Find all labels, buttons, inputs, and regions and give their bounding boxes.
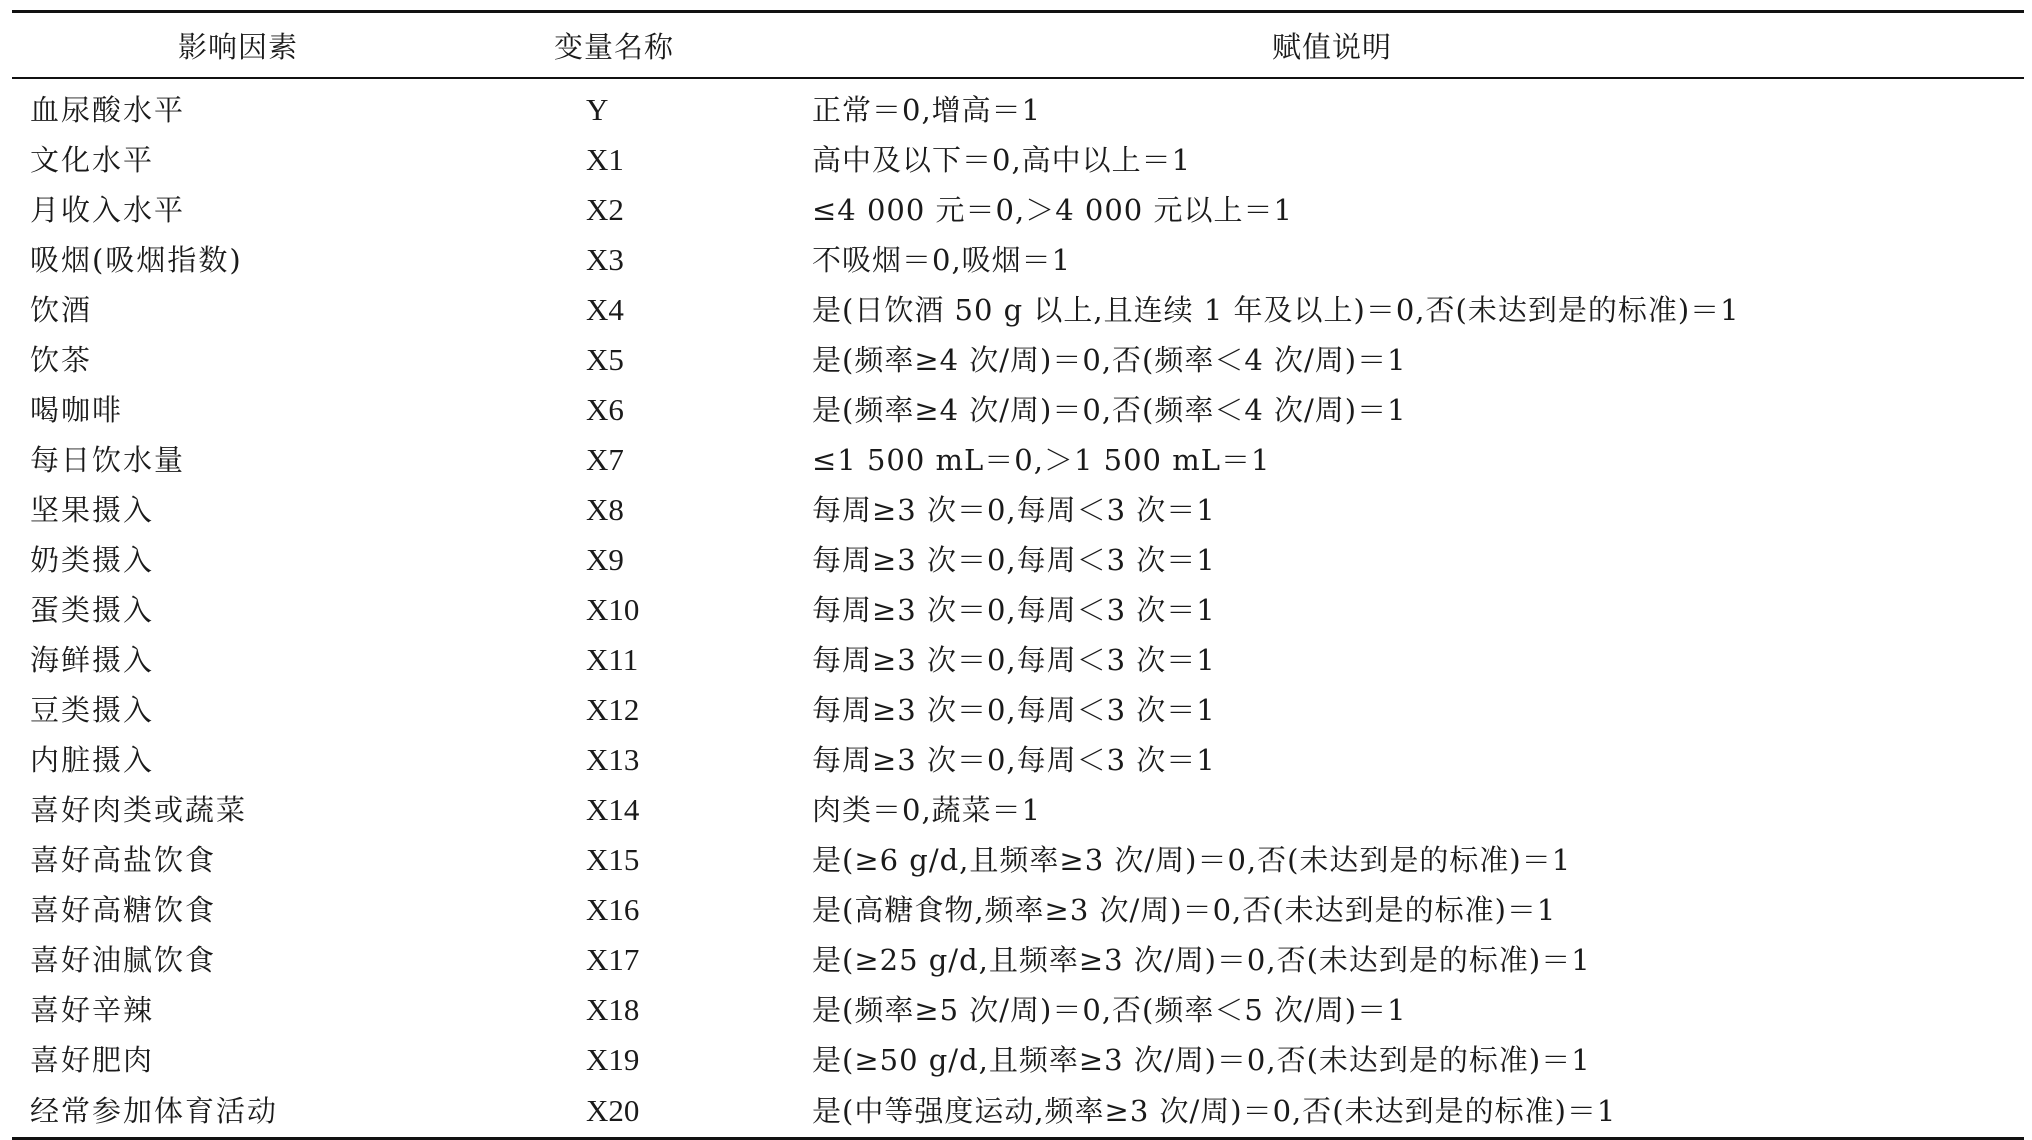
cell-factor: 文化水平 <box>30 143 155 177</box>
cell-variable: X19 <box>586 1042 640 1077</box>
cell-variable: X5 <box>586 342 624 377</box>
cell-factor: 喜好肉类或蔬菜 <box>30 793 248 827</box>
cell-variable: X10 <box>586 592 640 627</box>
cell-factor: 喜好高盐饮食 <box>30 843 217 877</box>
cell-variable: X20 <box>474 1085 762 1139</box>
cell-factor: 血尿酸水平 <box>30 93 186 127</box>
cell-factor: 月收入水平 <box>30 193 186 227</box>
cell-factor: 每日饮水量 <box>30 443 186 477</box>
table-row <box>12 1035 2024 1085</box>
table-row <box>12 735 2024 785</box>
table-row <box>12 435 2024 485</box>
cell-assignment: 每周≥3 次＝0,每周＜3 次＝1 <box>812 493 1216 527</box>
cell-assignment: 每周≥3 次＝0,每周＜3 次＝1 <box>812 743 1216 777</box>
cell-assignment: 每周≥3 次＝0,每周＜3 次＝1 <box>812 693 1216 727</box>
table-row <box>12 635 2024 685</box>
cell-assignment: 每周≥3 次＝0,每周＜3 次＝1 <box>812 543 1216 577</box>
cell-factor: 吸烟(吸烟指数) <box>30 243 243 277</box>
cell-variable: X15 <box>586 842 640 877</box>
header-factor: 影响因素 <box>12 12 474 79</box>
cell-factor: 喝咖啡 <box>30 393 124 427</box>
table-row <box>12 285 2024 335</box>
table-row <box>12 885 2024 935</box>
header-assignment: 赋值说明 <box>762 12 2024 79</box>
table-row <box>12 935 2024 985</box>
variable-assignment-table <box>12 10 2024 1140</box>
cell-assignment: 是(频率≥4 次/周)＝0,否(频率＜4 次/周)＝1 <box>812 343 1407 377</box>
cell-variable: X14 <box>586 792 640 827</box>
cell-assignment: 肉类＝0,蔬菜＝1 <box>812 793 1042 827</box>
table-row <box>12 985 2024 1035</box>
table-row <box>12 535 2024 585</box>
cell-variable: X7 <box>586 442 624 477</box>
cell-assignment: 是(中等强度运动,频率≥3 次/周)＝0,否(未达到是的标准)＝1 <box>762 1085 2024 1139</box>
table-body <box>12 78 2024 1139</box>
table-header <box>12 12 2024 79</box>
table-row <box>12 835 2024 885</box>
table-row <box>12 335 2024 385</box>
cell-assignment: 是(≥25 g/d,且频率≥3 次/周)＝0,否(未达到是的标准)＝1 <box>812 943 1591 977</box>
table-row <box>12 585 2024 635</box>
cell-factor: 喜好油腻饮食 <box>30 943 217 977</box>
cell-assignment: 是(频率≥4 次/周)＝0,否(频率＜4 次/周)＝1 <box>812 393 1407 427</box>
cell-assignment: ≤1 500 mL＝0,＞1 500 mL＝1 <box>812 443 1271 477</box>
cell-variable: X6 <box>586 392 624 427</box>
cell-variable: X9 <box>586 542 624 577</box>
table-row <box>12 235 2024 285</box>
cell-variable: Y <box>586 92 609 127</box>
cell-factor: 喜好辛辣 <box>30 993 155 1027</box>
cell-factor: 经常参加体育活动 <box>12 1085 474 1139</box>
cell-assignment: 是(频率≥5 次/周)＝0,否(频率＜5 次/周)＝1 <box>812 993 1407 1027</box>
cell-factor: 喜好肥肉 <box>30 1043 155 1077</box>
cell-factor: 饮酒 <box>30 293 93 327</box>
header-row <box>12 12 2024 79</box>
cell-factor: 蛋类摄入 <box>30 593 155 627</box>
cell-assignment: 每周≥3 次＝0,每周＜3 次＝1 <box>812 643 1216 677</box>
cell-variable: X13 <box>586 742 640 777</box>
cell-factor: 饮茶 <box>30 343 93 377</box>
cell-assignment: 正常＝0,增高＝1 <box>812 93 1042 127</box>
cell-assignment: 是(高糖食物,频率≥3 次/周)＝0,否(未达到是的标准)＝1 <box>812 893 1557 927</box>
cell-factor: 豆类摄入 <box>30 693 155 727</box>
table-row <box>12 135 2024 185</box>
variable-assignment-table-container <box>12 10 2024 1140</box>
cell-variable: X3 <box>586 242 624 277</box>
table-row <box>12 385 2024 435</box>
cell-assignment: ≤4 000 元＝0,＞4 000 元以上＝1 <box>812 193 1293 227</box>
cell-variable: X18 <box>586 992 640 1027</box>
cell-variable: X4 <box>586 292 624 327</box>
table-row <box>12 685 2024 735</box>
cell-variable: X12 <box>586 692 640 727</box>
cell-factor: 喜好高糖饮食 <box>30 893 217 927</box>
cell-variable: X11 <box>586 642 639 677</box>
table-row <box>12 785 2024 835</box>
cell-assignment: 是(≥50 g/d,且频率≥3 次/周)＝0,否(未达到是的标准)＝1 <box>812 1043 1591 1077</box>
cell-assignment: 不吸烟＝0,吸烟＝1 <box>812 243 1072 277</box>
header-variable: 变量名称 <box>474 12 762 79</box>
cell-variable: X17 <box>586 942 640 977</box>
table-row <box>12 1085 2024 1139</box>
cell-factor: 坚果摄入 <box>30 493 155 527</box>
cell-assignment: 高中及以下＝0,高中以上＝1 <box>812 143 1192 177</box>
table-row <box>12 485 2024 535</box>
cell-factor: 奶类摄入 <box>30 543 155 577</box>
cell-variable: X16 <box>586 892 640 927</box>
cell-assignment: 每周≥3 次＝0,每周＜3 次＝1 <box>812 593 1216 627</box>
table-row <box>12 78 2024 135</box>
table-row <box>12 185 2024 235</box>
cell-factor: 内脏摄入 <box>30 743 155 777</box>
cell-variable: X2 <box>586 192 624 227</box>
cell-factor: 海鲜摄入 <box>30 643 155 677</box>
cell-variable: X1 <box>586 142 624 177</box>
cell-variable: X8 <box>586 492 624 527</box>
cell-assignment: 是(日饮酒 50 g 以上,且连续 1 年及以上)＝0,否(未达到是的标准)＝1 <box>812 293 1740 327</box>
cell-assignment: 是(≥6 g/d,且频率≥3 次/周)＝0,否(未达到是的标准)＝1 <box>812 843 1572 877</box>
